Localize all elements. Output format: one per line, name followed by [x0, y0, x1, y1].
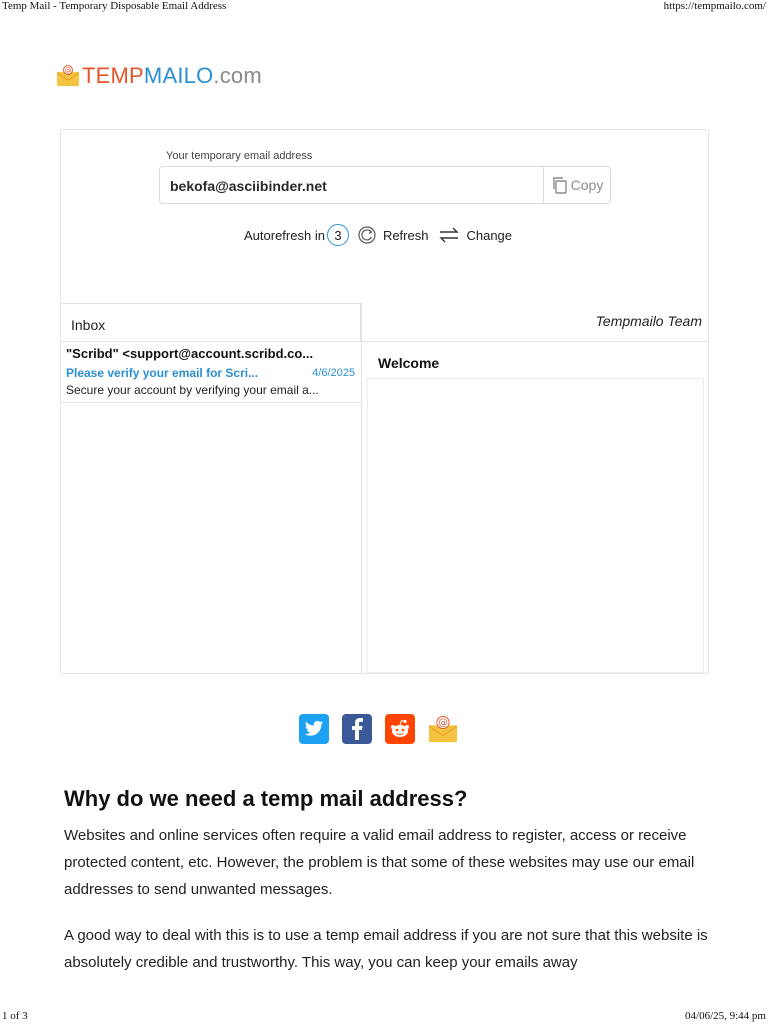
- swap-icon: [438, 226, 460, 244]
- mailbox-card: [60, 129, 709, 674]
- reddit-share-button[interactable]: [385, 714, 415, 744]
- site-logo[interactable]: [56, 60, 262, 92]
- reader-subject: Welcome: [378, 355, 440, 371]
- mail-icon: [428, 714, 458, 744]
- inbox-title: Inbox: [71, 317, 106, 333]
- article-paragraph: A good way to deal with this is to use a temp email address if you are not sure that this website is absolutely credible and trustworthy. This way, you can keep your emails away: [64, 927, 708, 971]
- message-preview: Secure your account by verifying your email a...: [66, 383, 319, 397]
- facebook-share-button[interactable]: [342, 714, 372, 744]
- svg-text:@: @: [438, 717, 448, 729]
- envelope-logo-icon: [56, 65, 80, 87]
- social-share-bar: [299, 714, 458, 744]
- print-page-number: 1 of 3: [2, 1010, 28, 1022]
- email-address-value[interactable]: bekofa@asciibinder.net: [170, 178, 327, 194]
- change-button[interactable]: [438, 226, 512, 244]
- facebook-icon: [350, 718, 364, 740]
- copy-button-label: Copy: [570, 177, 604, 193]
- inbox-panel: [61, 303, 362, 674]
- change-label: Change: [466, 227, 513, 243]
- twitter-icon: [304, 720, 324, 738]
- email-share-button[interactable]: [428, 714, 458, 744]
- email-address-label: Your temporary email address: [166, 150, 313, 162]
- copy-icon: [551, 176, 569, 194]
- print-header: [0, 0, 768, 14]
- article-paragraph: Websites and online services often require a valid email address to register, access or receive protected content, etc. However, the problem is that some of these websites may use our email addresses to send unwanted messages.: [64, 827, 695, 898]
- reddit-icon: [389, 719, 411, 739]
- print-footer: [0, 1010, 768, 1024]
- logo-temp: TEMP: [82, 63, 144, 88]
- print-datetime: 04/06/25, 9:44 pm: [685, 1010, 766, 1022]
- reader-header: [362, 303, 708, 342]
- article-heading: Why do we need a temp mail address?: [64, 786, 468, 811]
- refresh-button[interactable]: [357, 225, 429, 245]
- refresh-icon: [357, 225, 377, 245]
- logo-com: .com: [213, 63, 262, 88]
- print-page-title: Temp Mail - Temporary Disposable Email Address: [2, 0, 227, 12]
- message-subject: Please verify your email for Scri...: [66, 366, 259, 380]
- logo-wordmark: [82, 63, 262, 89]
- autorefresh-countdown: 3: [327, 224, 349, 246]
- svg-text:@: @: [64, 66, 72, 75]
- mailbox-controls: [244, 222, 522, 248]
- reader-sender: Tempmailo Team: [595, 313, 702, 329]
- inbox-message-row[interactable]: [61, 342, 361, 403]
- print-page-url: https://tempmailo.com/: [663, 0, 766, 12]
- inbox-header: [61, 303, 361, 342]
- refresh-label: Refresh: [382, 227, 429, 243]
- message-date: 4/6/2025: [312, 367, 355, 379]
- message-sender: "Scribd" <support@account.scribd.co...: [66, 346, 314, 361]
- reader-body-frame[interactable]: [367, 378, 704, 673]
- autorefresh-label: Autorefresh in: [244, 227, 325, 243]
- twitter-share-button[interactable]: [299, 714, 329, 744]
- logo-mailo: MAILO: [143, 63, 214, 88]
- email-address-field[interactable]: [159, 166, 611, 204]
- message-reader: [362, 303, 708, 674]
- copy-button[interactable]: [543, 167, 610, 203]
